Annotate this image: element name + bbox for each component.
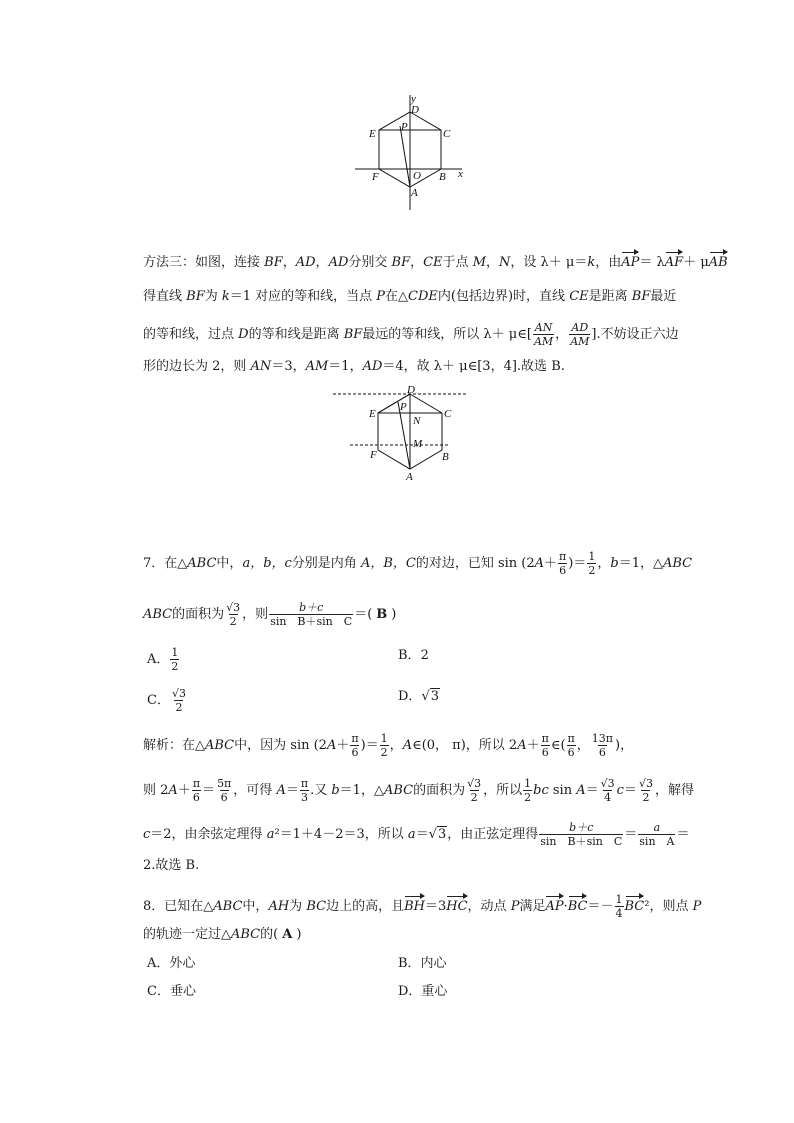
method3-line-4: 形的边长为 2，则 AN＝3，AM＝1，AD＝4，故 λ＋ μ∈[3，4].故选 B. xyxy=(143,359,565,374)
label-P: P xyxy=(400,401,407,413)
solution7-line-1: 解析：在△ABC中，因为 sin (2A＋ $\frac{\pi}{6}$ )＝ $\frac{1}{2}$ ，A∈(0， π)，所以 2A＋ $\frac{\pi}{6}$ ∈( $\frac{\pi}{6}$ ， $\frac{13\pi}{6}$ )， xyxy=(143,732,634,759)
vector-AP: AP xyxy=(621,253,639,273)
label-y: y xyxy=(411,93,416,105)
label-B: B xyxy=(439,171,446,183)
solution7-line-2: 则 2A＋ $\frac{\pi}{6}$ ＝ $\frac{5\pi}{6}$ ，可得 A＝ $\frac{\pi}{3}$ .又 b＝1，△ABC的面积为 $\frac{√3}{2}$ ，所以 $\frac{1}{2}$ bc sin A＝ $\frac{√3}{4}$ c＝ $\frac{√3}{2}$ ，解得 xyxy=(143,777,694,804)
q7-stem-line-2: ABC的面积为 $\frac{√3}{2}$ ，则 $\frac{b+c}{\text{sin B＋sin C}}$ ＝( B ) xyxy=(143,601,397,628)
fraction-pi-6: $\frac{\pi}{6}$ xyxy=(559,550,567,577)
method3-line-1: 方法三：如图，连接 BF，AD，AD分别交 BF，CE于点 M，N，设 λ＋ μ＝k，由AP＝ λAF＋ μAB xyxy=(143,253,728,273)
label-N: N xyxy=(413,415,421,427)
fraction-AN-AM: $\frac{AN}{AM}$ xyxy=(533,321,554,348)
hexagon-figure-2 xyxy=(330,383,470,485)
vector-HC: HC xyxy=(446,897,467,917)
fraction-bc-over-sinBC: $\frac{b+c}{\text{sin B＋sin C}}$ xyxy=(270,601,353,628)
q8-stem-line-1: 8．已知在△ABC中，AH为 BC边上的高，且BH＝3HC，动点 P满足AP·BC＝－ $\frac{1}{4}$ BC²，则点 P xyxy=(143,893,702,920)
label-E: E xyxy=(369,128,376,140)
method3-line-2: 得直线 BF为 k＝1 对应的等和线，当点 P在△CDE内(包括边界)时，直线 CE是距离 BF最近 xyxy=(143,289,677,304)
label-D: D xyxy=(407,384,415,396)
vector-BC-squared: BC xyxy=(625,897,645,917)
label-A: A xyxy=(406,471,413,483)
q7-option-b: B．2 xyxy=(398,648,429,663)
label-M: M xyxy=(413,438,423,450)
q7-answer: B xyxy=(376,607,388,622)
vector-BC: BC xyxy=(568,897,588,917)
label-P: P xyxy=(401,121,408,133)
q8-option-a: A．外心 xyxy=(147,956,196,971)
q7-option-a: A． $\frac{1}{2}$ xyxy=(147,646,179,673)
label-B: B xyxy=(442,451,449,463)
solution7-line-3: c＝2，由余弦定理得 a²＝1＋4－2＝3，所以 a＝√3，由正弦定理得 $\frac{b+c}{\text{sin B＋sin C}}$ ＝ $\frac{a}{\text{sin A}}$ ＝ xyxy=(143,821,690,848)
q7-option-c: C． $\frac{√3}{2}$ xyxy=(147,687,186,714)
label-A: A xyxy=(411,187,418,199)
label-x: x xyxy=(458,168,463,180)
vector-AB: AB xyxy=(709,253,728,273)
label-F: F xyxy=(370,449,377,461)
q7-stem-line-1: 7．在△ABC中，a，b，c分别是内角 A，B，C的对边，已知 sin (2A＋ $\frac{\pi}{6}$ )＝ $\frac{1}{2}$ ，b＝1，△ABC xyxy=(143,550,693,577)
q8-answer: A xyxy=(282,927,293,942)
q8-stem-line-2: 的轨迹一定过△ABC的( A ) xyxy=(143,927,302,942)
label-C: C xyxy=(444,408,452,420)
q8-option-c: C．垂心 xyxy=(147,984,196,999)
q8-option-b: B．内心 xyxy=(398,956,447,971)
label-F: F xyxy=(372,171,379,183)
label-C: C xyxy=(443,128,451,140)
vector-BH: BH xyxy=(404,897,425,917)
line-AP xyxy=(400,126,410,187)
fraction-1-2: $\frac{1}{2}$ xyxy=(588,550,596,577)
vector-AF: AF xyxy=(665,253,683,273)
method3-line-3: 的等和线，过点 D的等和线是距离 BF最远的等和线，所以 λ＋ μ∈[ $\frac{AN}{AM}$ ， $\frac{AD}{AM}$ ].不妨设正六边 xyxy=(143,321,679,348)
hexagon-figure-1 xyxy=(350,92,470,214)
q8-option-d: D．重心 xyxy=(398,984,448,999)
label-E: E xyxy=(369,408,376,420)
q7-option-d: D．√3 xyxy=(398,689,440,704)
vector-AP: AP xyxy=(545,897,563,917)
fraction-AD-AM: $\frac{AD}{AM}$ xyxy=(570,321,590,348)
solution7-line-4: 2.故选 B. xyxy=(143,858,200,873)
label-D: D xyxy=(411,104,419,116)
fraction-sqrt3-2: $\frac{√3}{2}$ xyxy=(226,601,241,628)
label-O: O xyxy=(413,170,421,182)
